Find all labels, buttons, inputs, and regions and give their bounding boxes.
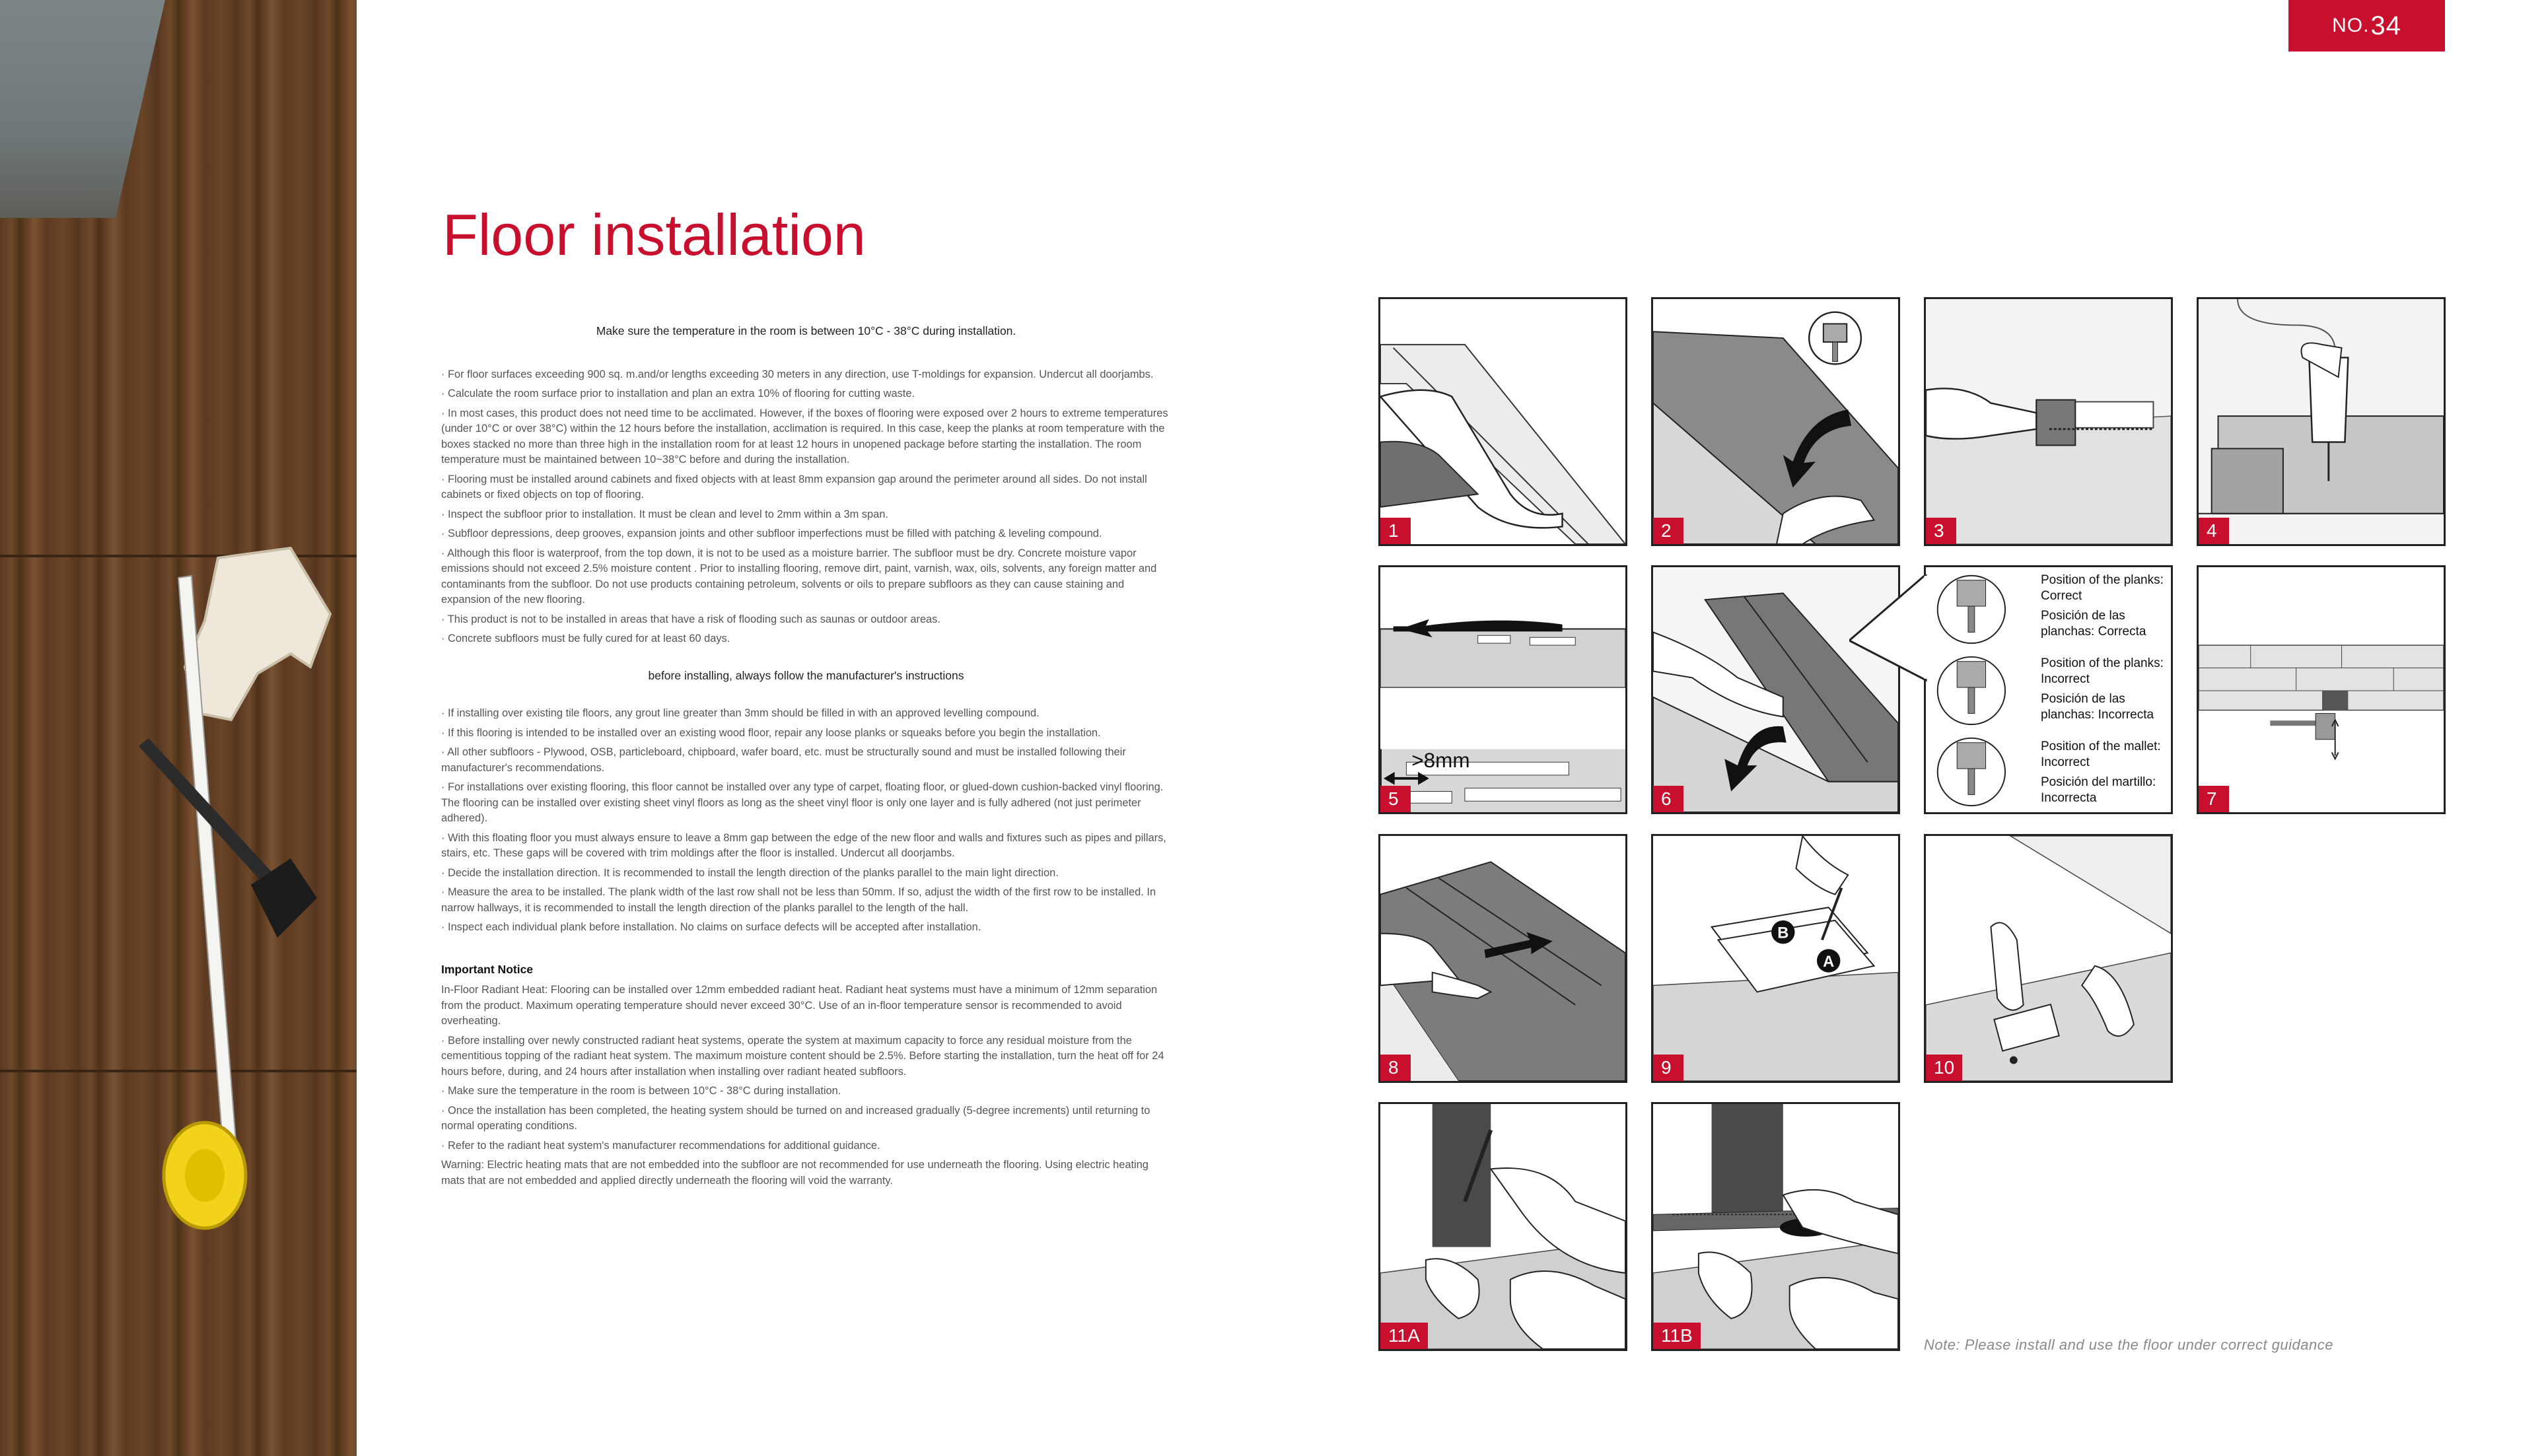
notice-heading: Important Notice [441, 962, 534, 976]
paragraph: · Calculate the room surface prior to installation and plan an extra 10% of flooring for cutting waste. [441, 388, 915, 399]
paragraph: · Once the installation has been completed, the heating system should be turned on and increased gradually (5-degree increments) until returning to normal operating conditions. [441, 1104, 1150, 1132]
step-8-illustration [1380, 836, 1625, 1081]
paragraph: · For floor surfaces exceeding 900 sq. m.and/or lengths exceeding 30 meters in any direction, use T-moldings for expansion. Undercut all doorjambs. [441, 368, 1154, 380]
paragraph: · With this floating floor you must always ensure to leave a 8mm gap between the edge of the new floor and walls and fixtures such as pipes and pillars, stairs, etc. These gaps will be covered with trim moldings after the floor is installed. Undercut all doorjambs. [441, 831, 1166, 859]
step-10-diagram [1924, 834, 2173, 1083]
step-8-diagram [1378, 834, 1627, 1083]
step-10-illustration [1926, 836, 2171, 1081]
badge-number: 34 [2370, 11, 2401, 40]
position-incorrect-es: Posición de las planchas: Incorrecta [2041, 692, 2154, 722]
position-correct-es: Posición de las planchas: Correcta [2041, 609, 2146, 639]
position-mallet-es: Posición del martillo: Incorrecta [2041, 775, 2156, 805]
guidance-note: Note: Please install and use the floor under correct guidance [1924, 1336, 2333, 1353]
paragraph: · Inspect the subfloor prior to installation. It must be clean and level to 2mm within a 3m span. [441, 508, 888, 520]
step-number: 8 [1380, 1055, 1411, 1081]
step-number: 6 [1653, 786, 1683, 812]
step-11a-diagram [1378, 1102, 1627, 1351]
instructions-column [441, 324, 1171, 1193]
step-number: 10 [1926, 1055, 1962, 1081]
step-number: 7 [2199, 786, 2229, 812]
paragraph: · For installations over existing flooring, this floor cannot be installed over any type of carpet, floating floor, or glued-down cushion-backed vinyl flooring. The flooring can be installed over existing sheet vinyl floors as long as the sheet vinyl floor is only one layer and is fully adhered (not just perimeter adhered). [441, 781, 1164, 824]
step-4-illustration [2199, 299, 2444, 544]
label-a: A [1823, 953, 1835, 971]
paragraph: · If this flooring is intended to be installed over an existing wood floor, repair any loose planks or squeaks before you begin the installation. [441, 726, 1101, 739]
paragraph: Warning: Electric heating mats that are not embedded into the subfloor are not recommended for use underneath the flooring. Using electric heating mats that are not embedded and applied directly underneath the flooring will void the warranty. [441, 1159, 1149, 1187]
step-number: 3 [1926, 518, 1956, 544]
paragraph: · If installing over existing tile floors, any grout line greater than 3mm should be filled in with an approved levelling compound. [441, 707, 1040, 719]
step-number: 11B [1653, 1323, 1701, 1349]
step-number: 5 [1380, 786, 1411, 812]
step-3-diagram [1924, 297, 2173, 546]
step-1-illustration [1380, 299, 1625, 544]
paragraph: · Refer to the radiant heat system's manufacturer recommendations for additional guidance. [441, 1139, 880, 1152]
paragraph: · All other subfloors - Plywood, OSB, particleboard, chipboard, wafer board, etc. must be structurally sound and must be installed following their manufacturer's recommendations. [441, 746, 1126, 774]
page-number-badge [2288, 0, 2445, 52]
paragraph: · Make sure the temperature in the room is between 10°C - 38°C during installation. [441, 1085, 841, 1097]
paragraph: · Measure the area to be installed. The plank width of the last row shall not be less than 50mm. If so, adjust the width of the first row to be installed. In narrow hallways, it is recommended to install the length direction of the planks parallel to the length of the hall. [441, 886, 1156, 914]
step-7-illustration [2199, 567, 2444, 812]
step-3-illustration [1926, 299, 2171, 544]
step-11a-illustration [1380, 1104, 1625, 1349]
paragraph: · In most cases, this product does not need time to be acclimated. However, if the boxes of flooring were exposed over 2 hours to extreme temperatures (under 10°C or over 38°C) within the 12 hours before the installation, acclimation is required. In this case, keep the planks at room temperature with the boxes stacked no more than three high in the installation room for at least 12 hours in unopened package before starting the installation. The room temperature must be maintained between 10~38°C before and during the installation. [441, 407, 1168, 466]
step-5-diagram [1378, 565, 1627, 814]
paragraph: · Decide the installation direction. It is recommended to install the length direction of the planks parallel to the main light direction. [441, 866, 1059, 879]
callout-pointer [1849, 574, 1929, 707]
step-5-illustration [1380, 567, 1625, 812]
paragraph: · Flooring must be installed around cabinets and fixed objects with at least 8mm expansion gap around the perimeter around all sides. Do not install cabinets or fixed objects on top of flooring. [441, 473, 1147, 501]
position-incorrect-en: Position of the planks: Incorrect [2041, 656, 2164, 686]
position-mallet-en: Position of the mallet: Incorrect [2041, 740, 2161, 769]
step-9-illustration [1653, 836, 1898, 1081]
wood-floor-photo [0, 0, 357, 1456]
step-7-diagram [2197, 565, 2446, 814]
paragraph: · Although this floor is waterproof, from the top down, it is not to be used as a moisture barrier. The subfloor must be dry. Concrete moisture vapor emissions should not exceed 2.5% moisture content . Prior to installing flooring, remove dirt, paint, varnish, wax, oils, solvents, any foreign matter and contaminants from the subfloor. Do not use products containing petroleum, solvents or oils to prepare subfloors as they can cause staining and expansion of the new flooring. [441, 547, 1157, 606]
step-9-diagram [1651, 834, 1900, 1083]
position-correct-en: Position of the planks: Correct [2041, 573, 2164, 603]
step-11b-diagram [1651, 1102, 1900, 1351]
tools-illustration [0, 0, 357, 1456]
step-number: 11A [1380, 1323, 1428, 1349]
step-number: 9 [1653, 1055, 1683, 1081]
step-1-diagram [1378, 297, 1627, 546]
step-number: 2 [1653, 518, 1683, 544]
label-b: B [1777, 924, 1789, 942]
step-number: 1 [1380, 518, 1411, 544]
paragraph: · Concrete subfloors must be fully cured for at least 60 days. [441, 633, 730, 644]
gap-label: >8mm [1411, 748, 1470, 773]
paragraph: · Before installing over newly constructed radiant heat systems, operate the system at maximum capacity to force any residual moisture from the cementitious topping of the radiant heat system. The maximum moisture content should be 2.5%. Before starting the installation, turn the heat off for 24 hours before, during, and 24 hours after installation when installing over radiant heated subfloors. [441, 1034, 1164, 1078]
step-2-diagram [1651, 297, 1900, 546]
section2-heading: before installing, always follow the manufacturer's instructions [648, 668, 964, 682]
step-4-diagram [2197, 297, 2446, 546]
sanding-block-icon [185, 548, 330, 720]
paragraph: · Inspect each individual plank before installation. No claims on surface defects will be accepted after installation. [441, 921, 981, 933]
plank-positions-panel [1924, 565, 2173, 814]
step-2-illustration [1653, 299, 1898, 544]
badge-prefix: NO. [2332, 15, 2370, 36]
paragraph: In-Floor Radiant Heat: Flooring can be installed over 12mm embedded radiant heat. Radiant heat systems must have a minimum of 12mm separation from the product. Maximum operating temperature should never exceed 30°C. Use of an in-floor temperature sensor is recommended to avoid overheating. [441, 984, 1158, 1027]
tape-measure-hub [185, 1149, 225, 1202]
paragraph: · Subfloor depressions, deep grooves, expansion joints and other subfloor imperfections must be filled with patching & leveling compound. [441, 528, 1102, 539]
paragraph: · This product is not to be installed in areas that have a risk of flooding such as saunas or outdoor areas. [441, 613, 940, 625]
step-11b-illustration [1653, 1104, 1898, 1349]
intro-heading: Make sure the temperature in the room is between 10°C - 38°C during installation. [596, 324, 1016, 337]
step-number: 4 [2199, 518, 2229, 544]
page-title: Floor installation [442, 202, 866, 267]
